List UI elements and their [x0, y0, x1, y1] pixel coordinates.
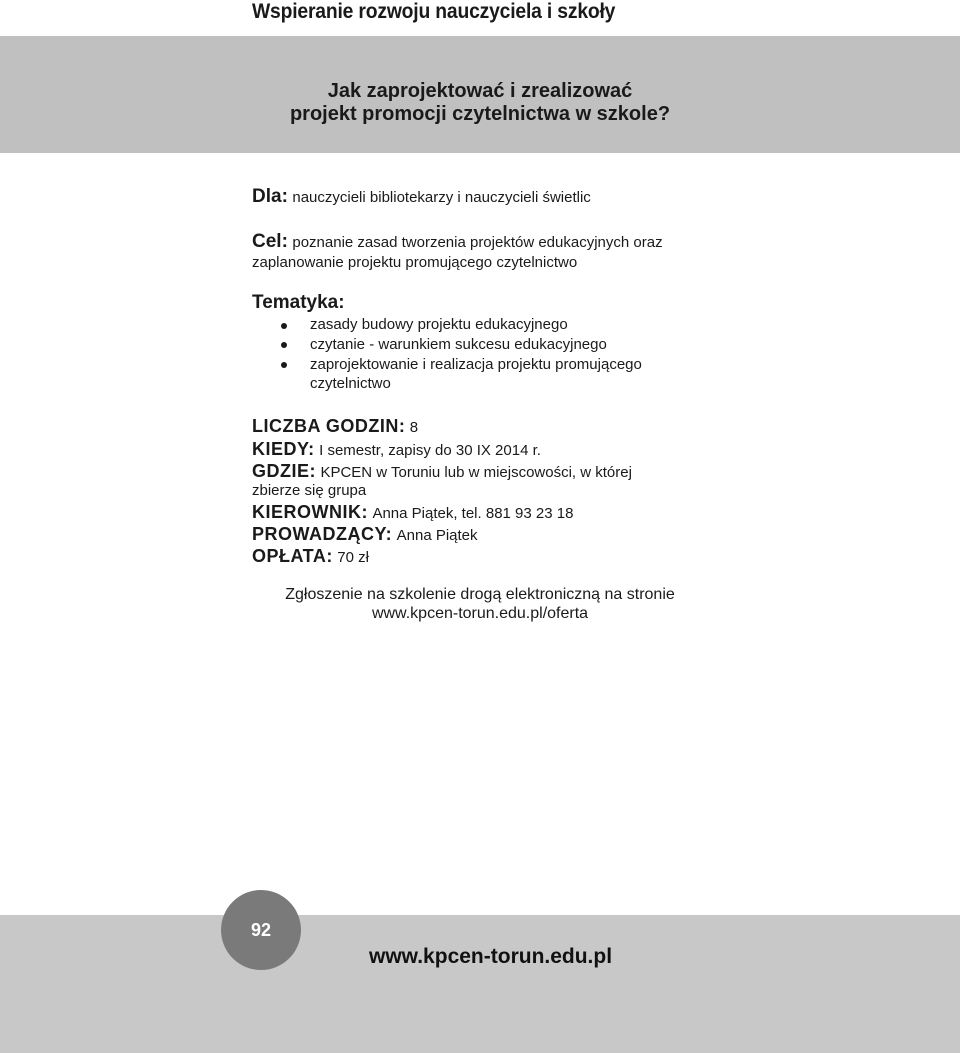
fee-label: OPŁATA: — [252, 546, 333, 566]
topic-item: zaprojektowanie i realizacja projektu promującego — [310, 356, 642, 373]
section-title: Wspieranie rozwoju nauczyciela i szkoły — [252, 0, 616, 23]
bullet-icon — [281, 342, 287, 348]
audience-value: nauczycieli bibliotekarzy i nauczycieli świetlic — [292, 189, 591, 206]
where-value-line-1: KPCEN w Toruniu lub w miejscowości, w której — [320, 464, 632, 481]
goal-value-line-2: zaplanowanie projektu promującego czytelnictwo — [252, 254, 578, 271]
goal-value-line-1: poznanie zasad tworzenia projektów edukacyjnych oraz — [292, 234, 663, 251]
hours-value: 8 — [409, 419, 419, 436]
fee-value: 70 zł — [337, 549, 369, 566]
topic-item: zasady budowy projektu edukacyjnego — [310, 316, 568, 333]
when-label: KIEDY: — [252, 439, 315, 459]
audience-label: Dla: — [252, 186, 288, 207]
instructor-value: Anna Piątek — [396, 527, 478, 544]
manager-row — [252, 502, 573, 523]
hours-row — [252, 416, 418, 437]
when-value: I semestr, zapisy do 30 IX 2014 r. — [319, 442, 541, 459]
instructor-label: PROWADZĄCY: — [252, 524, 393, 544]
hours-label: LICZBA GODZIN: — [252, 416, 406, 436]
fee-row — [252, 546, 369, 567]
manager-label: KIEROWNIK: — [252, 502, 368, 522]
when-row — [252, 439, 541, 460]
goal-label: Cel: — [252, 231, 288, 252]
topic-item-continuation: czytelnictwo — [310, 375, 391, 392]
bullet-icon — [281, 323, 287, 329]
topics-label: Tematyka: — [252, 292, 345, 313]
bullet-icon — [281, 362, 287, 368]
title-banner — [0, 36, 960, 153]
where-row — [252, 461, 632, 482]
page-number-badge: 92 — [221, 890, 301, 970]
topic-item: czytanie - warunkiem sukcesu edukacyjnego — [310, 336, 607, 353]
goal-row — [252, 231, 663, 253]
registration-link[interactable]: www.kpcen-torun.edu.pl/oferta — [371, 605, 589, 622]
registration-note: Zgłoszenie na szkolenie drogą elektroniczną na stronie — [285, 586, 675, 603]
audience-row — [252, 186, 591, 208]
where-label: GDZIE: — [252, 461, 316, 481]
course-title-line-1: Jak zaprojektować i zrealizować — [327, 80, 633, 102]
where-value-line-2: zbierze się grupa — [252, 482, 367, 499]
course-title-line-2: projekt promocji czytelnictwa w szkole? — [289, 103, 671, 125]
footer-website-link[interactable]: www.kpcen-torun.edu.pl — [369, 945, 613, 968]
footer-band — [0, 915, 960, 1053]
instructor-row — [252, 524, 478, 545]
manager-value: Anna Piątek, tel. 881 93 23 18 — [372, 505, 574, 522]
